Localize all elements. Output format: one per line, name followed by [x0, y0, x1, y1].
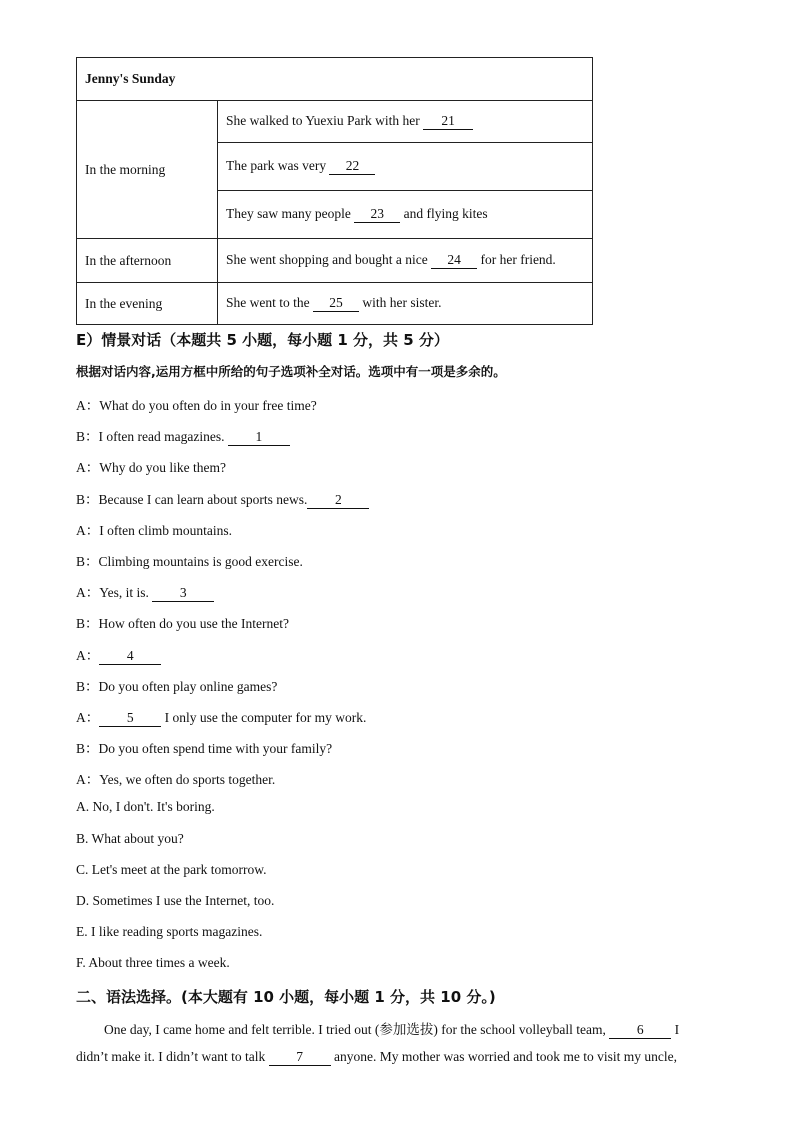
dialogue-line: B：Do you often spend time with your family? [76, 741, 333, 756]
dialogue-line: A：What do you often do in your free time? [76, 398, 317, 413]
dialogue-line: B：Climbing mountains is good exercise. [76, 554, 303, 569]
blank-2: 2 [307, 493, 369, 509]
blank-25: 25 [313, 296, 359, 312]
blank-22: 22 [329, 159, 375, 175]
passage-line-1: One day, I came home and felt terrible. I tried out (参加选拔) for the school volleyball team, 6 I [104, 1022, 680, 1037]
dialogue-line: B：Because I can learn about sports news. 2 [76, 488, 369, 509]
blank-7: 7 [269, 1050, 331, 1066]
blank-1: 1 [228, 430, 290, 446]
morning-label: In the morning [77, 101, 218, 239]
table-row-22: The park was very 22 [218, 143, 593, 191]
dialogue-line: A： 5 I only use the computer for my work. [76, 710, 367, 725]
table-title: Jenny's Sunday [77, 58, 593, 101]
dialogue-line: A：Why do you like them? [76, 460, 226, 475]
table-row-23: They saw many people 23 and flying kites [218, 191, 593, 239]
option-e: E. I like reading sports magazines. [76, 924, 263, 939]
section-e-instruction: 根据对话内容,运用方框中所给的句子选项补全对话。选项中有一项是多余的。 [76, 364, 506, 379]
table-row-21: She walked to Yuexiu Park with her 21 [218, 101, 593, 143]
blank-24: 24 [431, 253, 477, 269]
afternoon-label: In the afternoon [77, 239, 218, 283]
dialogue-line: B：How often do you use the Internet? [76, 616, 289, 631]
dialogue-line: A： 4 [76, 644, 161, 665]
option-a: A. No, I don't. It's boring. [76, 799, 215, 814]
passage-line-2: didn’t make it. I didn’t want to talk 7 anyone. My mother was worried and took me to visit my uncle, [76, 1049, 678, 1064]
dialogue-line: B：Do you often play online games? [76, 679, 278, 694]
dialogue-line: A：I often climb mountains. [76, 523, 232, 538]
evening-label: In the evening [77, 283, 218, 325]
blank-23: 23 [354, 207, 400, 223]
section-e-title: E）情景对话（本题共 5 小题，每小题 1 分，共 5 分） [76, 331, 449, 349]
dialogue-line: A：Yes, it is. 3 [76, 581, 214, 602]
table-row-25: She went to the 25 with her sister. [218, 283, 593, 325]
option-c: C. Let's meet at the park tomorrow. [76, 862, 267, 877]
blank-3: 3 [152, 586, 214, 602]
dialogue-line: A：Yes, we often do sports together. [76, 772, 276, 787]
option-d: D. Sometimes I use the Internet, too. [76, 893, 275, 908]
dialogue-line: B：I often read magazines. 1 [76, 425, 290, 446]
option-f: F. About three times a week. [76, 955, 230, 970]
section-2-title: 二、语法选择。(本大题有 10 小题，每小题 1 分，共 10 分。) [76, 988, 496, 1006]
blank-5: 5 [99, 711, 161, 727]
blank-4: 4 [99, 649, 161, 665]
option-b: B. What about you? [76, 831, 184, 846]
table-row-24: She went shopping and bought a nice 24 for her friend. [218, 239, 593, 283]
blank-6: 6 [609, 1023, 671, 1039]
blank-21: 21 [423, 114, 473, 130]
jennys-sunday-table [76, 57, 593, 325]
